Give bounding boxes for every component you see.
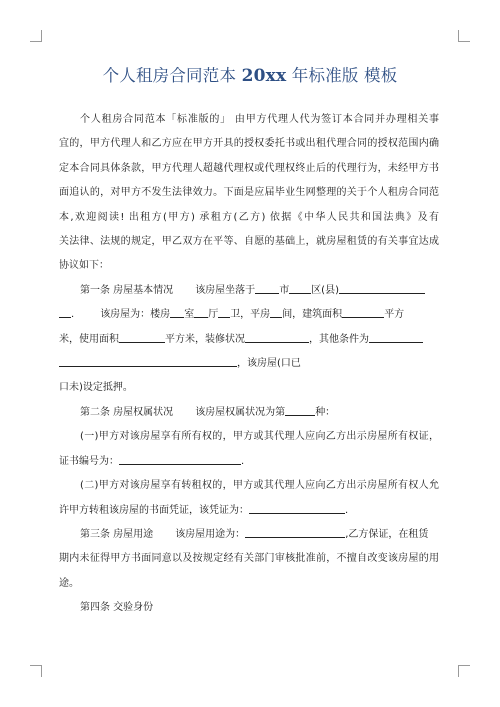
article-2-text: 该房屋权属状况为第 [195,406,286,418]
blank-address-end [59,307,71,318]
article-2-text: . [345,504,349,516]
article-3-line [59,523,439,547]
article-1-line [59,279,439,303]
article-1-line [59,328,439,352]
blank-ownership-type [285,405,315,416]
article-3-line: 期内未征得甲方书面同意以及按规定经有关部门审核批准前，不擅自改变该房屋的用 [59,553,439,565]
blank-house-use [245,527,345,538]
article-3-line: 途。 [59,577,79,589]
article-1-text: 平方米，装修状况 [165,333,245,345]
article-1-text: 厅 [208,309,219,321]
article-1-text: ，该房屋(口已 [237,358,301,370]
blank-certificate-number [119,454,241,465]
blank-other-conditions [369,332,423,343]
article-1-line [59,352,439,376]
article-3-text: 该房屋用途为： [175,528,246,540]
document-title [0,62,500,86]
article-1-text: 卫，平房 [230,309,271,321]
blank-floor-area [342,307,384,318]
blank-rooms [170,307,184,318]
intro-line: 协议如下： [59,260,109,272]
document-body [59,108,439,621]
article-1-heading: 第一条 房屋基本情况 [80,284,174,296]
article-1-line: 口未)设定抵押。 [59,382,133,394]
article-1-text: 米，使用面积 [59,333,119,345]
intro-line: 面追认的，对甲方不发生法律效力。下面是应届毕业生网整理的关于个人租房合同范 [59,187,439,199]
blank-bungalow-rooms [270,307,282,318]
page-corner-mark [30,665,42,677]
article-1-text: 该房屋为：楼房 [100,309,171,321]
article-1-text: 间，建筑面积 [282,309,343,321]
article-3-text: ,乙方保证，在租赁 [345,528,429,540]
article-1-line [59,303,439,327]
article-1-text: . [71,309,75,321]
intro-line: 本,欢迎阅读! 出租方(甲方) 承租方(乙方) 依据《中华人民共和国法典》及有 [59,211,439,223]
article-2-text: . [241,455,245,467]
page-corner-mark [30,30,42,42]
title-text-suffix: 年标准版 模板 [286,66,398,85]
intro-line: 关法律、法规的规定，甲乙双方在平等、自愿的基础上，就房屋租赁的有关事宜达成 [59,236,439,248]
article-2-line [59,401,439,425]
page-corner-mark [458,30,470,42]
article-2-line: (一)甲方对该房屋享有所有权的，甲方或其代理人应向乙方出示房屋所有权证， [80,431,439,443]
article-2-heading: 第二条 房屋权属状况 [80,406,174,418]
article-2-line: (二)甲方对该房屋享有转租权的，甲方或其代理人应向乙方出示房屋所有权人允 [80,480,439,492]
blank-district [289,283,311,294]
article-2-text: 证书编号为： [59,455,119,467]
title-text: 个人租房合同范本 [102,66,242,85]
article-1-text: 市 [279,284,290,296]
article-1-text: ，其他条件为 [309,333,369,345]
blank-halls [194,307,208,318]
page-corner-mark [458,665,470,677]
blank-sublease-proof [249,503,345,514]
article-3-heading: 第三条 房屋用途 [80,528,154,540]
article-2-line [59,450,439,474]
article-1-text: 该房屋坐落于 [195,284,256,296]
intro-line: 定本合同具体条款，甲方代理人超越代理权或代理权终止后的代理行为，未经甲方书 [59,162,439,174]
article-2-text: 许甲方转租该房屋的书面凭证，该凭证为： [59,504,249,516]
blank-baths [218,307,230,318]
title-year: 20xx [241,66,287,86]
article-1-text: 区(县) [311,284,339,296]
article-2-line [59,499,439,523]
article-1-text: 室 [184,309,195,321]
blank-address [339,283,425,294]
blank-usable-area [119,332,165,343]
article-1-text: 平方 [384,309,405,321]
blank-decoration [245,332,309,343]
intro-line: 宜的，甲方代理人和乙方应在甲方开具的授权委托书或出租代理合同的授权范围内确 [59,138,439,150]
blank-city [255,283,279,294]
blank-conditions-cont [59,356,237,367]
article-2-text: 种： [315,406,336,418]
intro-line: 个人租房合同范本「标准版的」 由甲方代理人代为签订本合同并办理相关事 [80,114,439,125]
article-4-heading: 第四条 交验身份 [80,602,154,614]
